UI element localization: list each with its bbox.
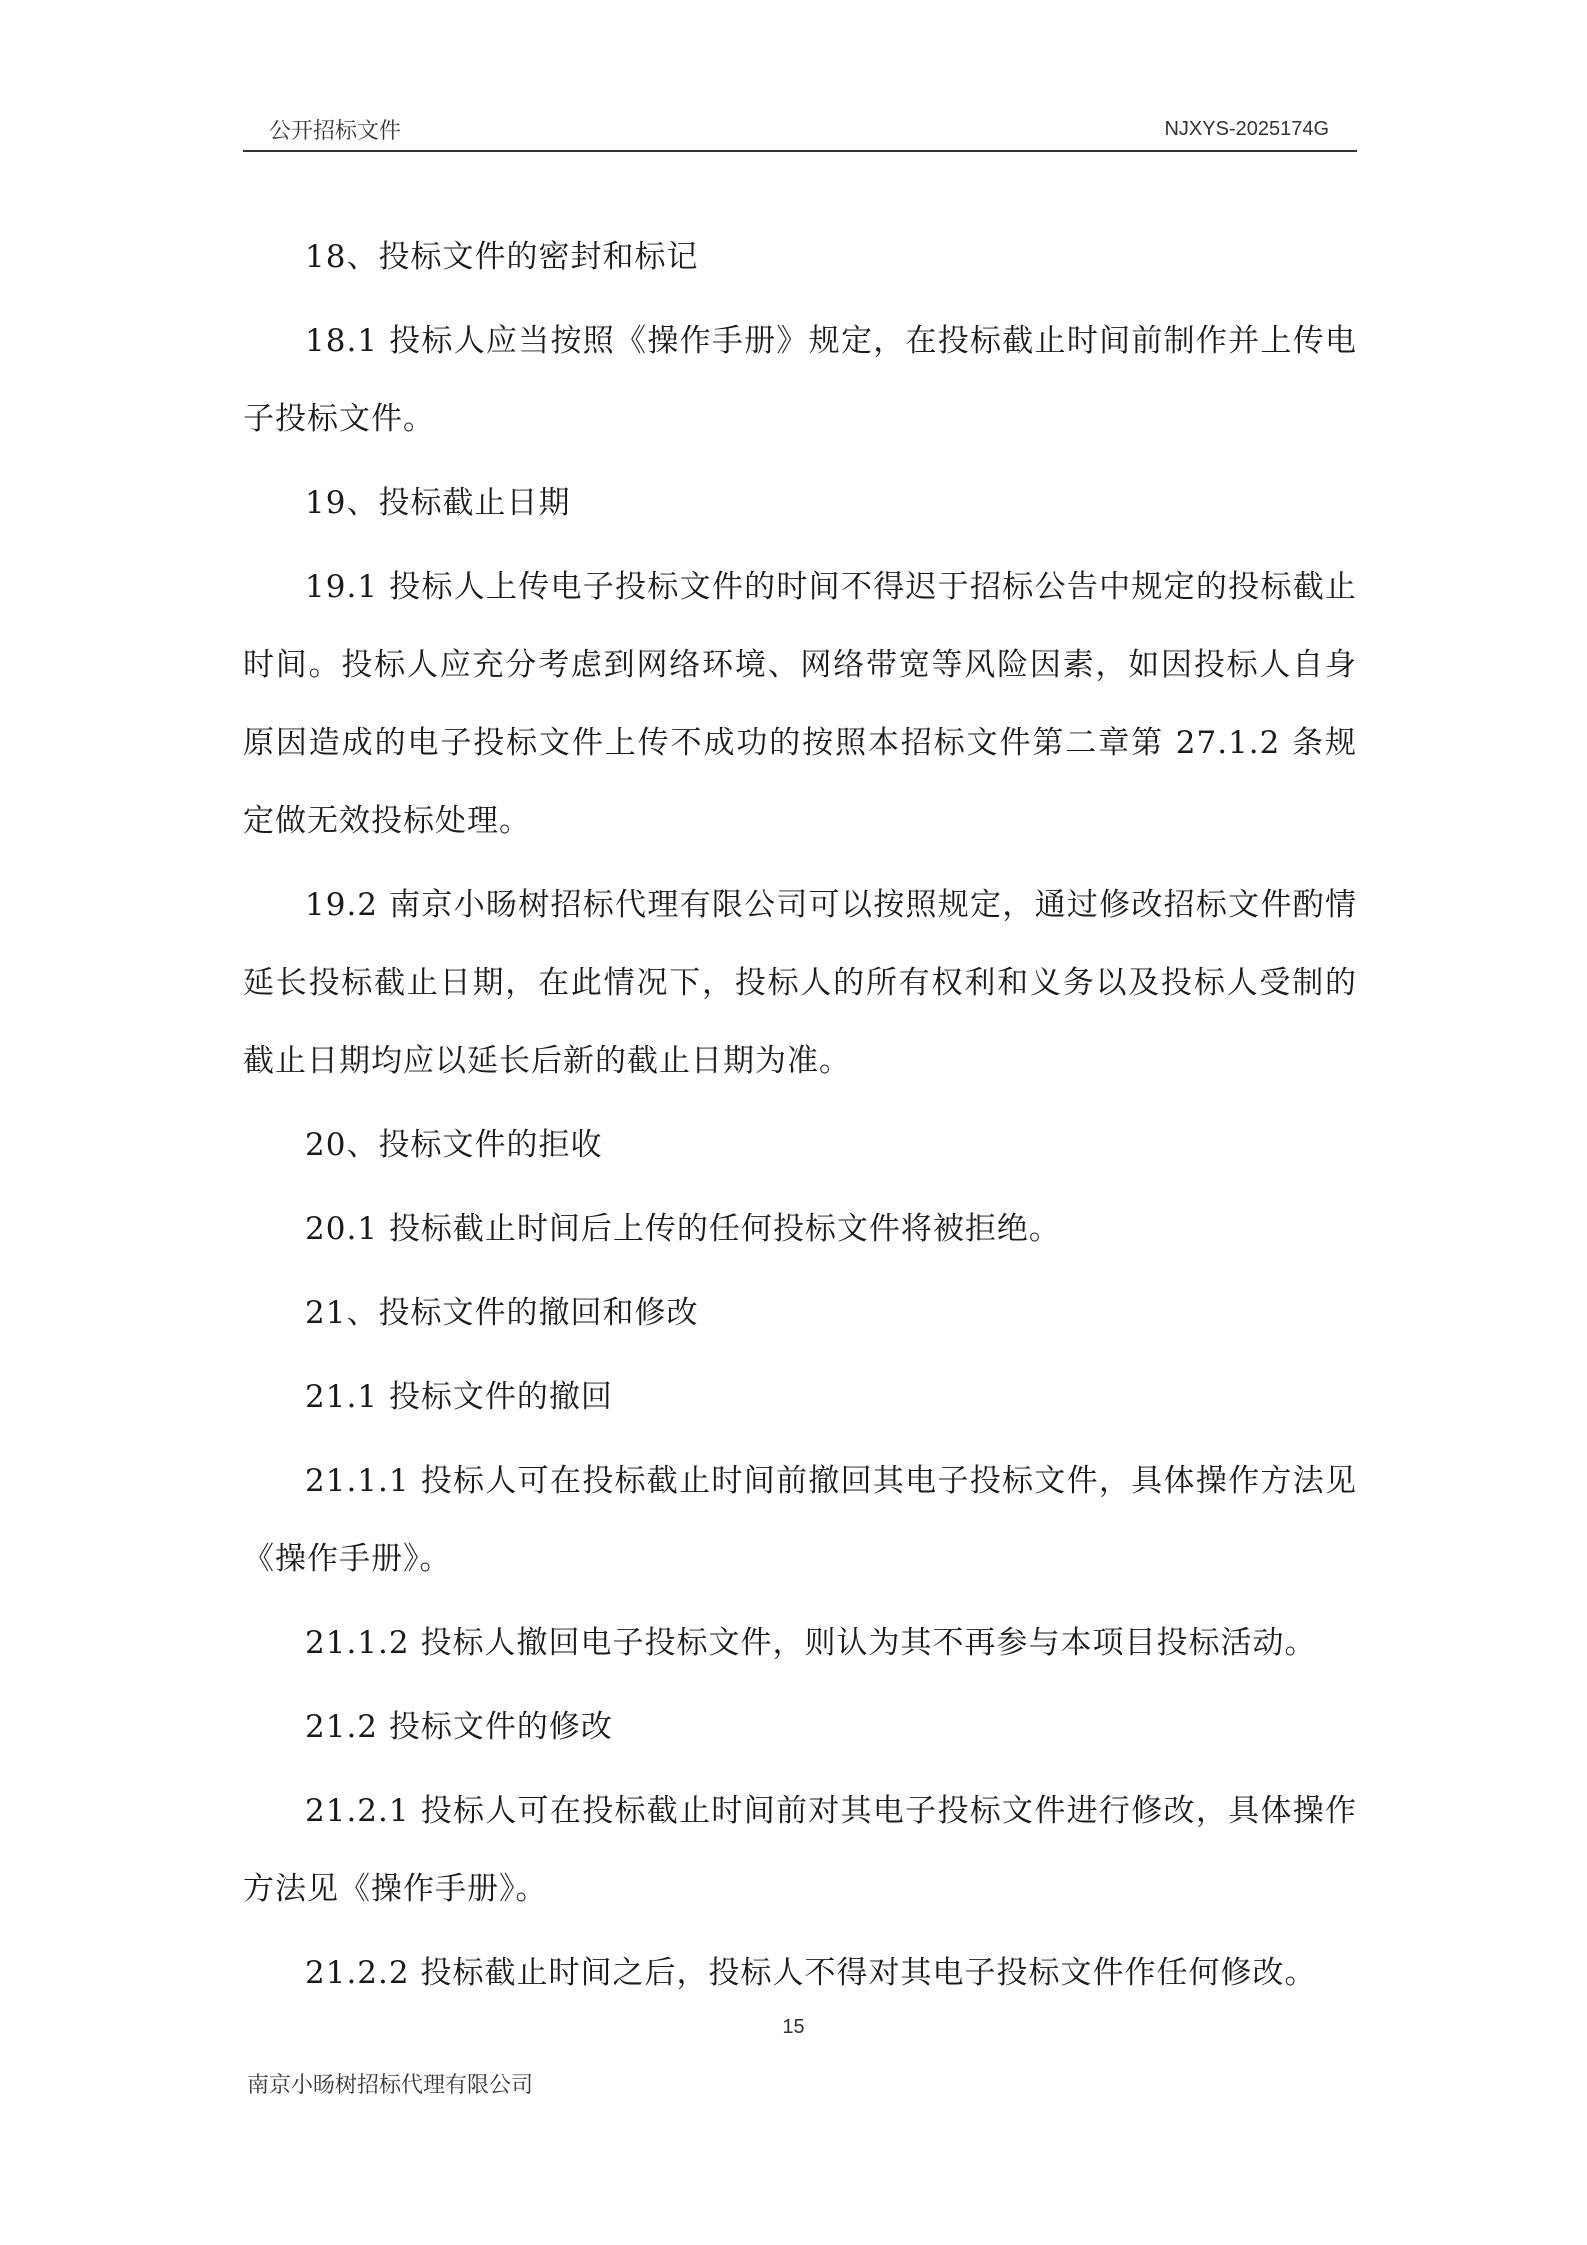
clause-18-1: 18.1 投标人应当按照《操作手册》规定，在投标截止时间前制作并上传电子投标文件。 <box>243 323 1357 437</box>
section-19-heading: 19、投标截止日期 <box>305 485 571 521</box>
clause-20-1: 20.1 投标截止时间后上传的任何投标文件将被拒绝。 <box>305 1211 1061 1247</box>
clause-21-2-2: 21.2.2 投标截止时间之后，投标人不得对其电子投标文件作任何修改。 <box>305 1955 1317 1991</box>
page-number: 15 <box>782 2016 805 2038</box>
clause-19-2: 19.2 南京小旸树招标代理有限公司可以按照规定，通过修改招标文件酌情延长投标截止日期，在此情况下，投标人的所有权利和义务以及投标人受制的截止日期均应以延长后新的截止日期为准。 <box>243 887 1357 1079</box>
section-18-heading: 18、投标文件的密封和标记 <box>305 239 699 275</box>
clause-21-2-heading: 21.2 投标文件的修改 <box>305 1709 613 1745</box>
clause-21-1-2: 21.1.2 投标人撤回电子投标文件，则认为其不再参与本项目投标活动。 <box>305 1625 1317 1661</box>
clause-21-2-1: 21.2.1 投标人可在投标截止时间前对其电子投标文件进行修改，具体操作方法见《操作手册》。 <box>243 1793 1357 1907</box>
page-header <box>243 110 1357 152</box>
header-document-type: 公开招标文件 <box>269 119 402 144</box>
document-body <box>243 218 1357 2018</box>
header-project-number: NJXYS-2025174G <box>1164 118 1329 140</box>
clause-21-1-1: 21.1.1 投标人可在投标截止时间前撤回其电子投标文件，具体操作方法见《操作手册》。 <box>243 1463 1357 1577</box>
footer-company-name: 南京小旸树招标代理有限公司 <box>247 2073 534 2098</box>
section-20-heading: 20、投标文件的拒收 <box>305 1127 603 1163</box>
section-21-heading: 21、投标文件的撤回和修改 <box>305 1295 699 1331</box>
clause-19-1: 19.1 投标人上传电子投标文件的时间不得迟于招标公告中规定的投标截止时间。投标人应充分考虑到网络环境、网络带宽等风险因素，如因投标人自身原因造成的电子投标文件上传不成功的按照本招标文件第二章第 27.1.2 条规定做无效投标处理。 <box>243 569 1357 839</box>
clause-21-1-heading: 21.1 投标文件的撤回 <box>305 1379 613 1415</box>
